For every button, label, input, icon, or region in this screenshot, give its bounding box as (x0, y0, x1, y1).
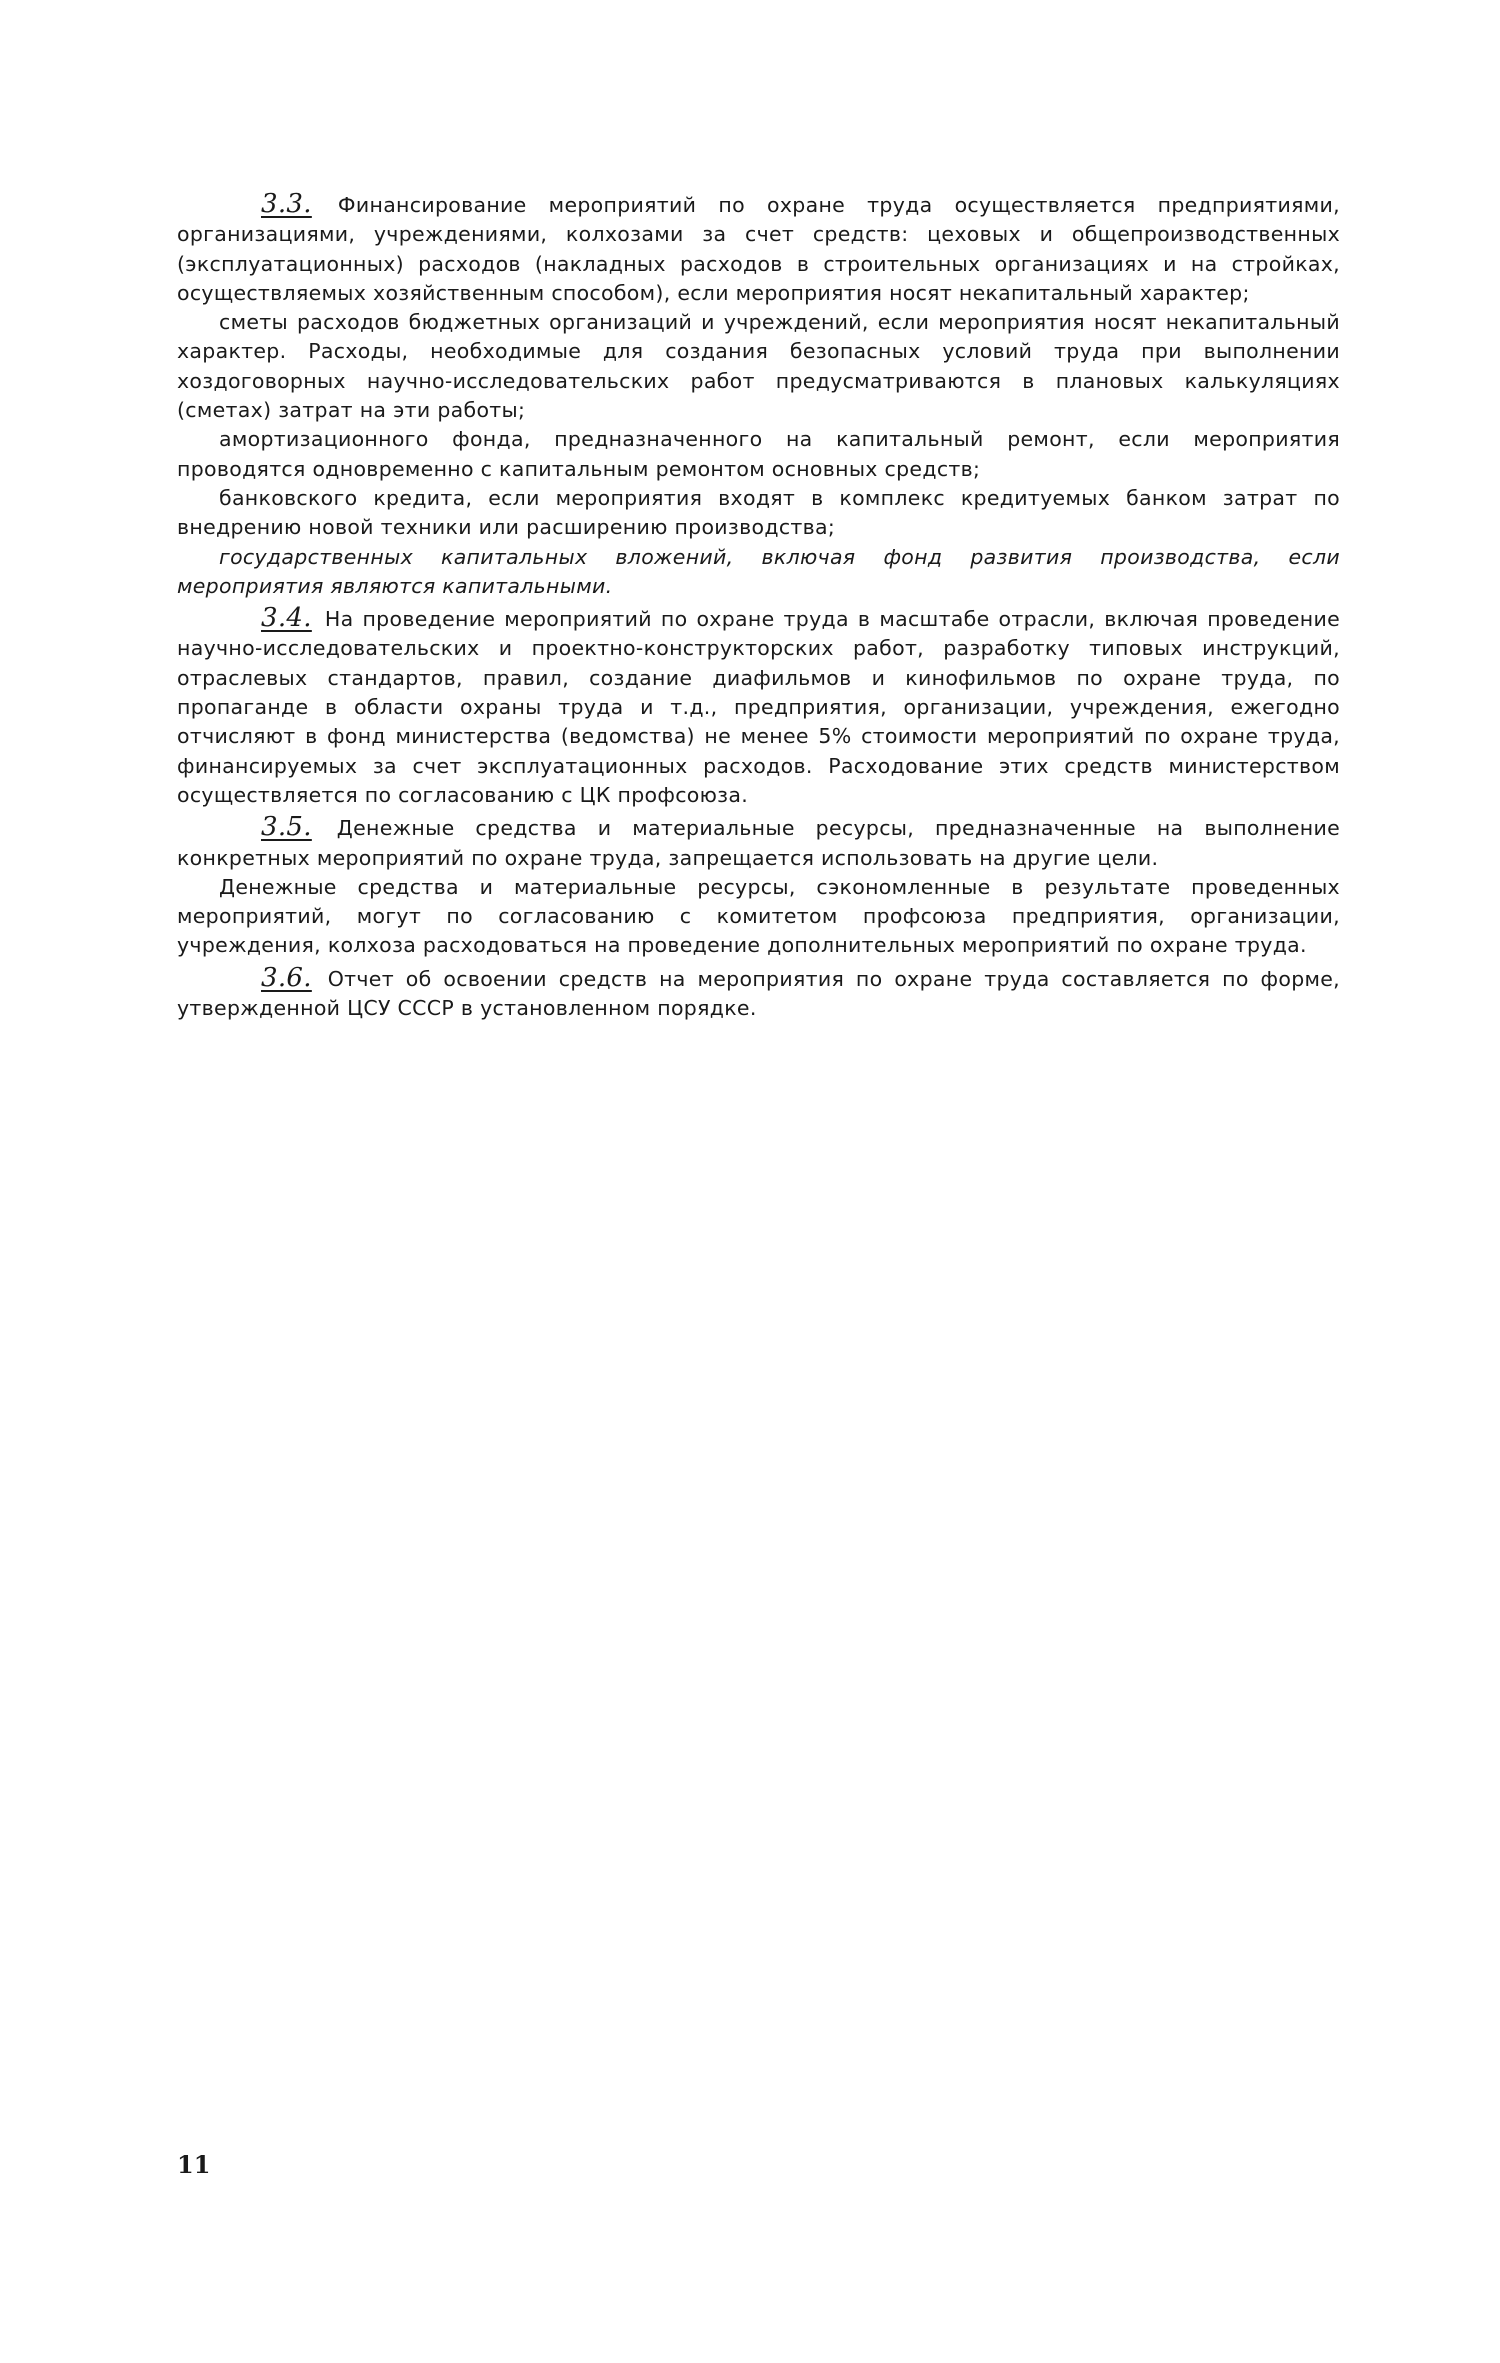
section-3-5 (177, 813, 1340, 873)
section-3-3-item-1: сметы расходов бюджетных организаций и учреждений, если мероприятия носят некапитальный характер. Расходы, необходимые для создания безопасных условий труда при выполнении хоздоговорных научно-исследовательских работ предусматриваются в плановых калькуляциях (сметах) затрат на эти работы; (177, 310, 1340, 423)
section-3-4 (177, 604, 1340, 810)
section-3-3-item-4: государственных капитальных вложений, включая фонд развития производства, если мероприятия являются капитальными. (177, 544, 1340, 598)
section-number: 3.3. (261, 189, 312, 219)
section-text: Денежные средства и материальные ресурсы, предназначенные на выполнение конкретных мероприятий по охране труда, запрещается использовать на другие цели. (177, 816, 1340, 870)
section-number: 3.5. (261, 812, 312, 843)
section-number: 3.4. (261, 603, 312, 634)
section-3-5-item-1: Денежные средства и материальные ресурсы, сэкономленные в результате проведенных мероприятий, могут по согласованию с комитетом профсоюза предприятия, организации, учреждения, колхоза расходоваться на проведение дополнительных мероприятий по охране труда. (177, 874, 1340, 958)
section-3-3-item-3: банковского кредита, если мероприятия входят в комплекс кредитуемых банком затрат по внедрению новой техники или расширению производства; (177, 485, 1340, 540)
section-3-3 (177, 190, 1340, 308)
section-3-3-item-2: амортизационного фонда, предназначенного на капитальный ремонт, если мероприятия проводятся одновременно с капитальным ремонтом основных средств; (177, 427, 1340, 481)
page-number: 11 (177, 2150, 211, 2179)
section-text: Отчет об освоении средств на мероприятия по охране труда составляется по форме, утвержденной ЦСУ СССР в установленном порядке. (177, 966, 1340, 1021)
section-number: 3.6. (261, 962, 312, 993)
section-3-6 (177, 964, 1340, 1024)
section-text: Финансирование мероприятий по охране труда осуществляется предприятиями, организациями, учреждениями, колхозами за счет средств: цеховых и общепроизводственных (эксплуатационных) расходов (накладных расходов в строительных организациях и на стройках, осуществляемых хозяйственным способом), если мероприятия носят некапитальный характер; (177, 193, 1340, 305)
document-body (177, 190, 1340, 1023)
section-text: На проведение мероприятий по охране труда в масштабе отрасли, включая проведение научно-исследовательских и проектно-конструкторских работ, разработку типовых инструкций, отраслевых стандартов, правил, создание диафильмов и кинофильмов по охране труда, по пропаганде в области охраны труда и т.д., предприятия, организации, учреждения, ежегодно отчисляют в фонд министерства (ведомства) не менее 5% стоимости мероприятий по охране труда, финансируемых за счет эксплуатационных расходов. Расходование этих средств министерством осуществляется по согласованию с ЦК профсоюза. (177, 607, 1340, 807)
